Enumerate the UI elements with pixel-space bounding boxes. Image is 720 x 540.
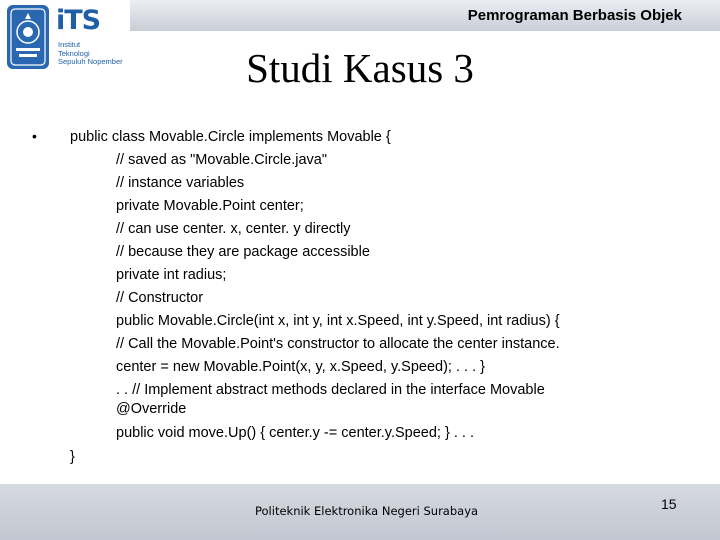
code-line: private int radius;	[116, 267, 227, 283]
code-line: public Movable.Circle(int x, int y, int x.Speed, int y.Speed, int radius) {	[116, 313, 560, 329]
code-line: . . // Implement abstract methods declared in the interface Movable	[116, 382, 545, 398]
code-line: @Override	[116, 401, 187, 417]
institute-line: Institut	[58, 40, 81, 49]
code-line: }	[70, 449, 75, 465]
code-line: // Constructor	[116, 290, 204, 306]
code-line: // saved as "Movable.Circle.java"	[116, 152, 327, 168]
code-line: // because they are package accessible	[116, 244, 370, 260]
course-title: Pemrograman Berbasis Objek	[467, 7, 682, 24]
code-line: center = new Movable.Point(x, y, x.Speed, y.Speed); . . . }	[116, 359, 485, 375]
code-line: // can use center. x, center. y directly	[116, 221, 351, 237]
its-wordmark: iTS	[56, 5, 101, 36]
code-line: public void move.Up() { center.y -= center.y.Speed; } . . .	[116, 425, 474, 441]
code-line: public class Movable.Circle implements Movable {	[70, 129, 391, 145]
code-line: // instance variables	[116, 175, 245, 191]
footer-institution: Politeknik Elektronika Negeri Surabaya	[255, 504, 479, 518]
institute-line: Teknologi	[58, 48, 90, 58]
bullet-marker: •	[32, 128, 37, 144]
page-number: 15	[661, 496, 677, 512]
institute-line: Sepuluh Nopember	[58, 57, 123, 66]
code-line: // Call the Movable.Point's constructor to allocate the center instance.	[116, 336, 560, 352]
slide-title: Studi Kasus 3	[246, 45, 474, 91]
code-line: private Movable.Point center;	[116, 198, 304, 214]
